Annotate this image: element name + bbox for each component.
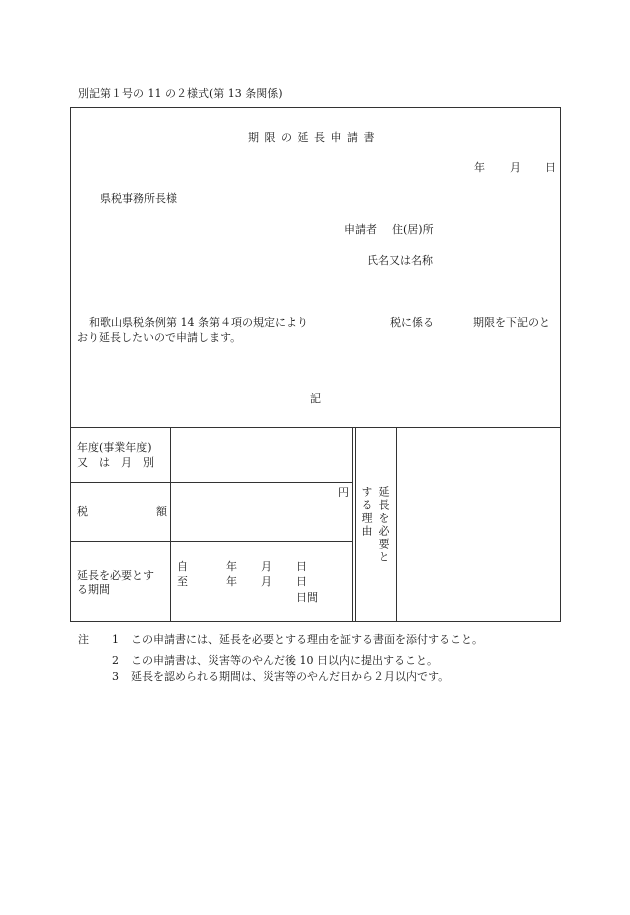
reason-column-line [396, 427, 397, 622]
applicant-address-label: 住(居)所 [392, 223, 434, 236]
body-line1-a: 和歌山県税条例第 14 条第４項の規定により [89, 316, 308, 329]
table-top-line [70, 427, 561, 428]
note-3-number: 3 [112, 670, 119, 683]
period-from-year: 年 [226, 560, 237, 573]
note-2-number: 2 [112, 654, 119, 667]
form-frame [70, 107, 561, 622]
divider-line-b [355, 427, 356, 622]
form-id: 別記第１号の 11 の２様式(第 13 条関係) [78, 87, 283, 100]
period-to-label: 至 [177, 575, 188, 588]
fiscal-year-label-2: 又 は 月 別 [77, 456, 154, 469]
applicant-label: 申請者 [344, 223, 377, 236]
row1-bottom-line [70, 482, 353, 483]
body-line1-b: 税に係る [390, 316, 434, 329]
applicant-name-label: 氏名又は名称 [367, 254, 433, 267]
period-days-label: 日間 [296, 591, 318, 604]
date-month-label: 月 [510, 161, 521, 174]
period-to-year: 年 [226, 575, 237, 588]
reason-label: 延長を必要とする理由 [360, 486, 390, 564]
fiscal-year-label-1: 年度(事業年度) [77, 441, 152, 454]
label-column-line [170, 427, 171, 622]
note-1-number: 1 [112, 633, 119, 646]
note-1-text: この申請書には、延長を必要とする理由を証する書面を添付すること。 [131, 633, 483, 646]
period-from-day: 日 [296, 560, 307, 573]
tax-amount-label-left: 税 [77, 505, 88, 518]
tax-amount-label-right: 額 [156, 505, 167, 518]
note-3-text: 延長を認められる期間は、災害等のやんだ日から２月以内です。 [131, 670, 450, 683]
ki-label: 記 [310, 392, 321, 405]
period-to-day: 日 [296, 575, 307, 588]
body-line2: おり延長したいので申請します。 [77, 331, 242, 344]
yen-label: 円 [338, 486, 349, 499]
body-line1-c: 期限を下記のと [473, 316, 550, 329]
period-from-label: 自 [177, 560, 188, 573]
period-label-1: 延長を必要とす [77, 569, 154, 582]
period-from-month: 月 [261, 560, 272, 573]
page-title: 期 限 の 延 長 申 請 書 [248, 131, 376, 144]
period-to-month: 月 [261, 575, 272, 588]
row2-bottom-line [70, 541, 353, 542]
date-day-label: 日 [545, 161, 556, 174]
date-year-label: 年 [474, 161, 485, 174]
note-2-text: この申請書は、災害等のやんだ後 10 日以内に提出すること。 [131, 654, 438, 667]
addressee: 県税事務所長様 [100, 192, 177, 205]
notes-head: 注 [78, 633, 89, 646]
divider-line-a [352, 427, 353, 622]
period-label-2: る期間 [77, 583, 110, 596]
